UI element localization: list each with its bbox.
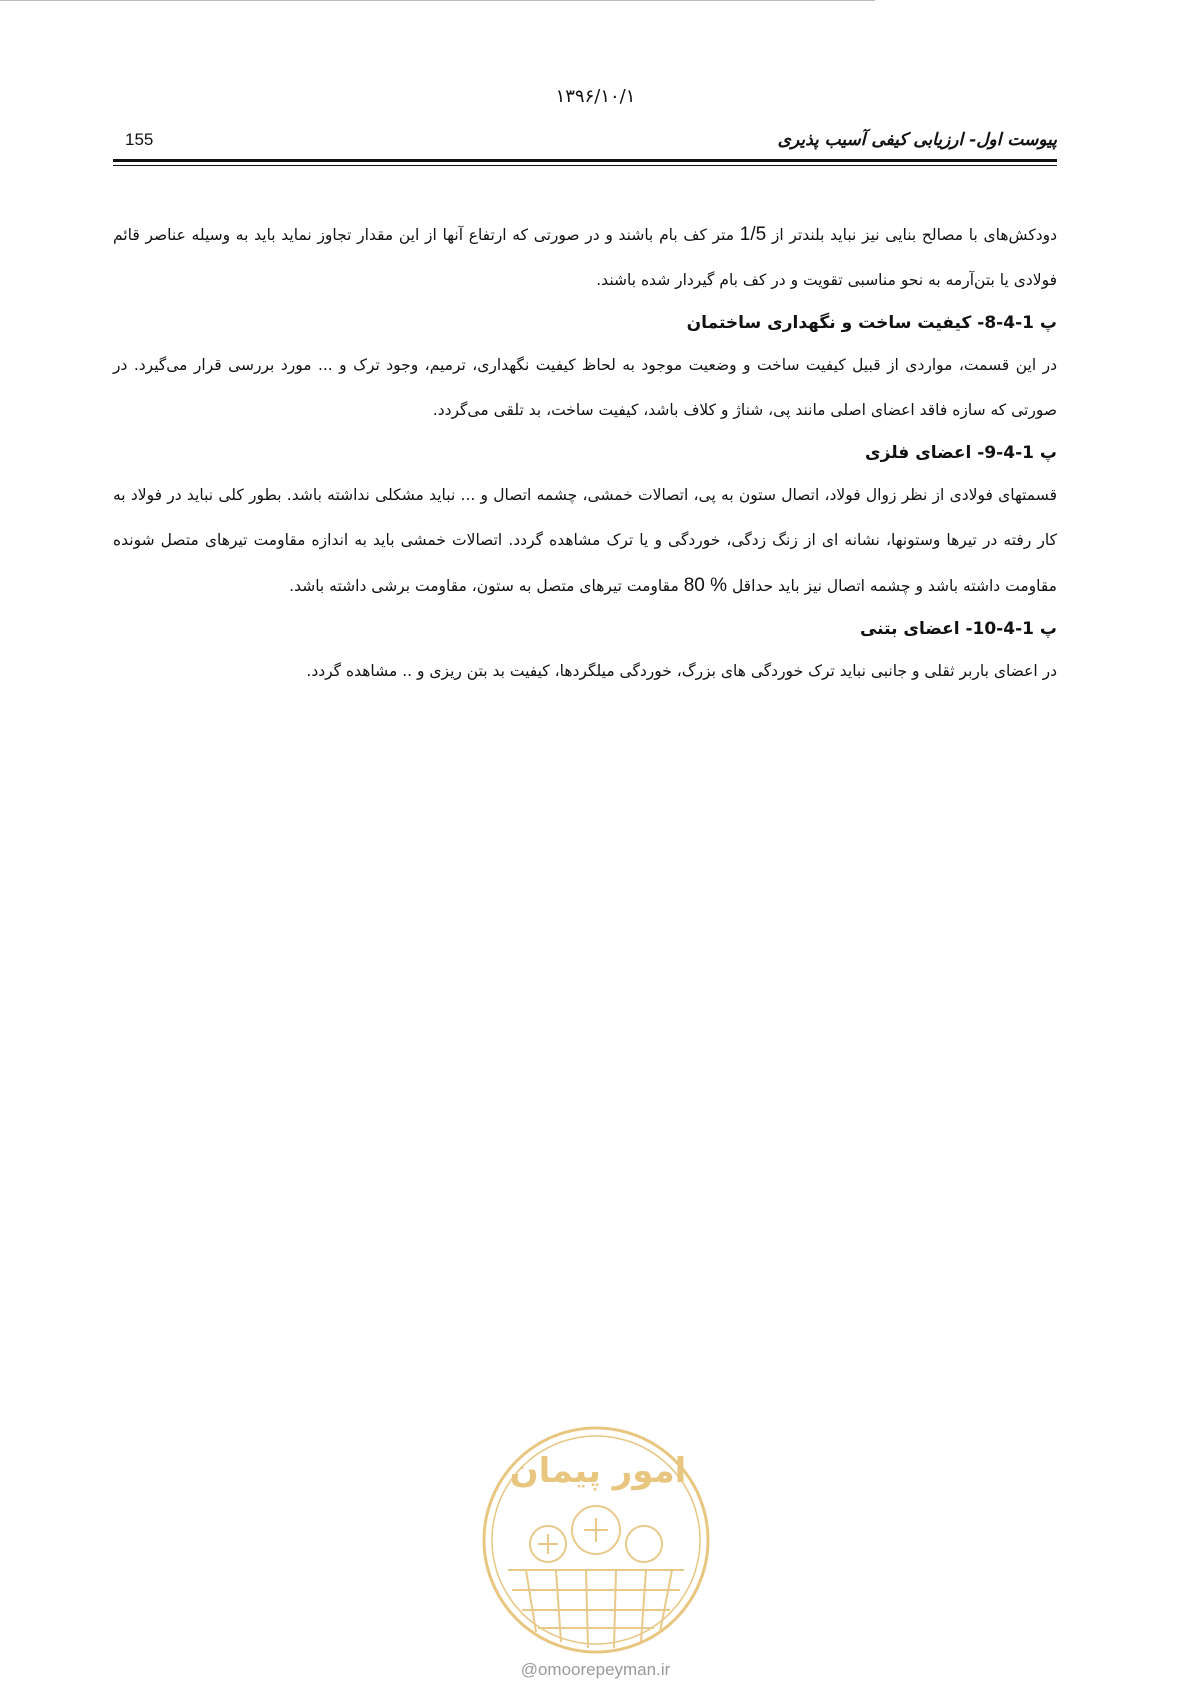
paragraph-text: متر کف بام باشند و در صورتی که ارتفاع آنها از این مقدار تجاوز نماید باید به وسیله عناصر قائم فولادی یا بتن‌آرمه به نحو مناسبی تقویت و در کف بام گیردار شده باشند.	[113, 226, 1057, 289]
paragraph-text: قسمتهای فولادی از نظر زوال فولاد، اتصال ستون به پی، اتصالات خمشی، چشمه اتصال و ... نباید مشکلی نداشته باشد. بطور کلی نباید در فولاد به کار رفته در تیرها وستونها، نشانه ای از زنگ زدگی، خوردگی و یا ترک مشاهده گردد. اتصالات خمشی باید به اندازه مقاومت تیرهای متصل شونده مقاومت داشته باشد و چشمه اتصال نیز باید حداقل	[113, 486, 1057, 595]
top-rule	[0, 0, 875, 1]
paragraph-concrete-members: در اعضای باربر ثقلی و جانبی نباید ترک خوردگی های بزرگ، خوردگی میلگردها، کیفیت بد بتن ریزی و .. مشاهده گردد.	[306, 662, 1057, 680]
watermark-site: @omoorepeyman.ir	[520, 1660, 671, 1679]
inline-number: 80 %	[683, 575, 728, 596]
section-heading-concrete-members: پ 1-4-10- اعضای بتنی	[859, 619, 1057, 639]
header-rule-thin	[113, 165, 1057, 166]
seal-text: امور پیمان	[509, 1451, 687, 1491]
paragraph-text: مقاومت تیرهای متصل به ستون، مقاومت برشی داشته باشد.	[289, 577, 684, 595]
section-heading-steel-members: پ 1-4-9- اعضای فلزی	[865, 443, 1057, 463]
paragraph-construction-quality: در این قسمت، مواردی از قبیل کیفیت ساخت و وضعیت موجود به لحاظ کیفیت نگهداری، ترمیم، وجود ترک و ... مورد بررسی قرار می‌گیرد. در صورتی که سازه فاقد اعضای اصلی مانند پی، شناژ و کلاف باشد، کیفیت ساخت، بد تلقی می‌گردد.	[113, 356, 1057, 419]
watermark-seal-icon	[476, 1420, 716, 1660]
paragraph-steel-members	[113, 473, 1057, 609]
document-date: ۱۳۹۶/۱۰/۱	[555, 86, 636, 107]
header-title: پیوست اول- ارزیابی کیفی آسیب پذیری	[777, 130, 1057, 150]
paragraph-chimneys	[113, 212, 1057, 303]
section-heading-construction-quality: پ 1-4-8- کیفیت ساخت و نگهداری ساختمان	[686, 313, 1057, 333]
paragraph-text: دودکش‌های با مصالح بنایی نیز نباید بلندتر از	[766, 226, 1057, 244]
page-number: 155	[125, 130, 154, 149]
document-body	[113, 212, 1057, 694]
page-header	[113, 128, 1057, 152]
inline-number: 1/5	[739, 224, 767, 245]
header-rule-thick	[113, 159, 1057, 162]
